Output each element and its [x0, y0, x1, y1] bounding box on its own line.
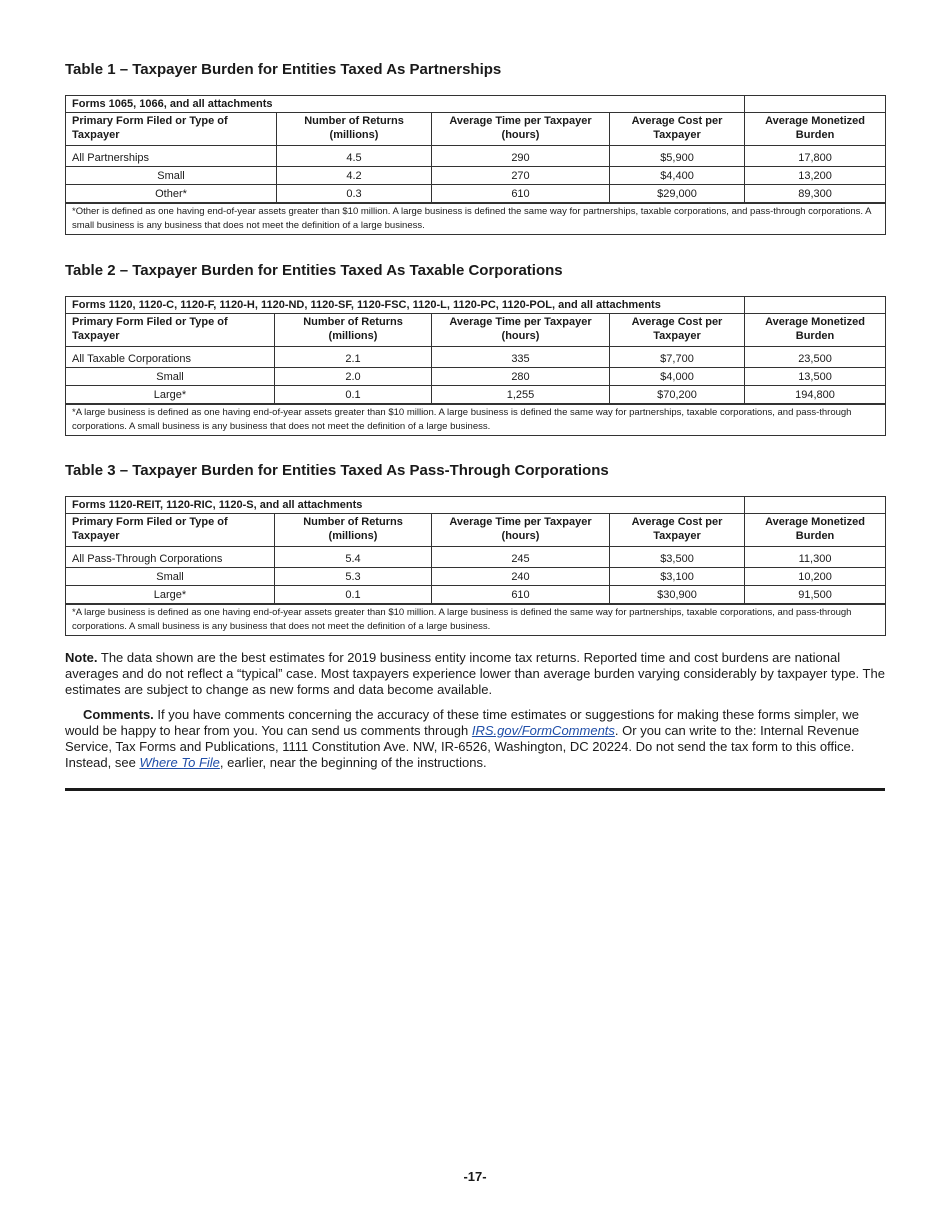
- table-1-header-type: Primary Form Filed or Type of Taxpayer: [66, 113, 277, 146]
- table-row: [66, 146, 886, 167]
- table-cell: Large*: [66, 586, 275, 605]
- section-divider: [65, 788, 885, 791]
- table-3-header-burden: Average Monetized Burden: [745, 514, 886, 547]
- table-cell: 194,800: [745, 386, 886, 405]
- table-1-header-burden: Average Monetized Burden: [745, 113, 886, 146]
- table-2-header-time: Average Time per Taxpayer (hours): [432, 314, 610, 347]
- table-3-title: Table 3 – Taxpayer Burden for Entities Taxed As Pass-Through Corporations: [65, 462, 609, 479]
- table-cell: $3,100: [610, 568, 745, 586]
- table-row: [66, 547, 886, 568]
- table-cell: 1,255: [432, 386, 610, 405]
- table-2-header-burden: Average Monetized Burden: [745, 314, 886, 347]
- table-cell: $29,000: [610, 185, 745, 204]
- comments-text-3: , earlier, near the beginning of the instructions.: [219, 755, 487, 770]
- note-text: The data shown are the best estimates for 2019 business entity income tax returns. Reported time and cost burdens are national averages and do not reflect a “typical” case. Most taxpayers experience lower than average burden varying considerably by taxpayer type. The estimates are subject to change as new forms and data become available.: [65, 650, 885, 697]
- table-cell: 0.3: [277, 185, 432, 204]
- table-1: [65, 95, 886, 235]
- comments-label: Comments.: [83, 707, 154, 722]
- table-2-footnote: *A large business is defined as one having end-of-year assets greater than $10 million. A large business is defined the same way for partnerships, taxable corporations, and pass-through corporations. A small business is any business that does not meet the definition of a large business.: [66, 404, 886, 436]
- table-cell: 2.0: [275, 368, 432, 386]
- table-cell: $5,900: [610, 146, 745, 167]
- table-cell: Small: [66, 368, 275, 386]
- table-row: [66, 368, 886, 386]
- table-cell: 13,500: [745, 368, 886, 386]
- table-2-forms-empty: [745, 297, 886, 314]
- table-cell: $7,700: [610, 347, 745, 368]
- table-row: [66, 347, 886, 368]
- table-cell: 11,300: [745, 547, 886, 568]
- comments-paragraph: [65, 707, 885, 771]
- table-cell: 2.1: [275, 347, 432, 368]
- table-3-forms: Forms 1120-REIT, 1120-RIC, 1120-S, and all attachments: [66, 497, 745, 514]
- note-paragraph: [65, 650, 885, 698]
- table-2: [65, 296, 886, 436]
- page-number: -17-: [463, 1169, 487, 1184]
- form-comments-link[interactable]: IRS.gov/FormComments: [471, 723, 615, 738]
- table-cell: 610: [432, 586, 610, 605]
- table-1-footnote: *Other is defined as one having end-of-year assets greater than $10 million. A large business is defined the same way for partnerships, taxable corporations, and pass-through corporations. A small business is any business that does not meet the definition of a large business.: [66, 203, 886, 235]
- table-3-header-cost: Average Cost per Taxpayer: [610, 514, 745, 547]
- note-label: Note.: [65, 650, 98, 665]
- table-cell: 89,300: [745, 185, 886, 204]
- table-cell: 280: [432, 368, 610, 386]
- table-cell: 245: [432, 547, 610, 568]
- table-3-header-returns: Number of Returns (millions): [275, 514, 432, 547]
- table-cell: 13,200: [745, 167, 886, 185]
- comments-text-2: . Or you can write to the: Internal Revenue Service, Tax Forms and Publications, 1111 Constitution Ave. NW, IR-6526, Washington, DC 20224. Do not send the tax form to this office. Instead, see: [65, 723, 860, 770]
- table-cell: 240: [432, 568, 610, 586]
- table-3-forms-empty: [745, 497, 886, 514]
- table-3-header-time: Average Time per Taxpayer (hours): [432, 514, 610, 547]
- table-cell: 610: [432, 185, 610, 204]
- table-cell: 4.5: [277, 146, 432, 167]
- table-cell: 0.1: [275, 386, 432, 405]
- table-1-header-returns: Number of Returns (millions): [277, 113, 432, 146]
- table-row: [66, 568, 886, 586]
- table-cell: 5.3: [275, 568, 432, 586]
- table-cell: 290: [432, 146, 610, 167]
- table-1-header-time: Average Time per Taxpayer (hours): [432, 113, 610, 146]
- table-cell: All Pass-Through Corporations: [66, 547, 275, 568]
- table-cell: 10,200: [745, 568, 886, 586]
- table-cell: Large*: [66, 386, 275, 405]
- table-cell: 5.4: [275, 547, 432, 568]
- table-cell: $30,900: [610, 586, 745, 605]
- table-cell: $3,500: [610, 547, 745, 568]
- table-cell: $4,000: [610, 368, 745, 386]
- table-2-header-type: Primary Form Filed or Type of Taxpayer: [66, 314, 275, 347]
- table-3: [65, 496, 886, 636]
- table-cell: 4.2: [277, 167, 432, 185]
- table-cell: 0.1: [275, 586, 432, 605]
- table-cell: $70,200: [610, 386, 745, 405]
- table-row: [66, 586, 886, 605]
- table-cell: 335: [432, 347, 610, 368]
- table-cell: All Taxable Corporations: [66, 347, 275, 368]
- table-cell: $4,400: [610, 167, 745, 185]
- table-2-forms: Forms 1120, 1120-C, 1120-F, 1120-H, 1120-ND, 1120-SF, 1120-FSC, 1120-L, 1120-PC, 1120-POL, and all attachments: [66, 297, 745, 314]
- table-row: [66, 386, 886, 405]
- table-1-forms-empty: [745, 96, 886, 113]
- table-cell: All Partnerships: [66, 146, 277, 167]
- table-cell: 23,500: [745, 347, 886, 368]
- table-3-footnote: *A large business is defined as one having end-of-year assets greater than $10 million. A large business is defined the same way for partnerships, taxable corporations, and pass-through corporations. A small business is any business that does not meet the definition of a large business.: [66, 604, 886, 636]
- table-row: [66, 167, 886, 185]
- table-2-header-cost: Average Cost per Taxpayer: [610, 314, 745, 347]
- table-cell: Small: [66, 167, 277, 185]
- table-2-header-returns: Number of Returns (millions): [275, 314, 432, 347]
- table-1-header-cost: Average Cost per Taxpayer: [610, 113, 745, 146]
- table-2-title: Table 2 – Taxpayer Burden for Entities Taxed As Taxable Corporations: [65, 262, 563, 279]
- where-to-file-link[interactable]: Where To File: [139, 755, 220, 770]
- table-cell: 17,800: [745, 146, 886, 167]
- table-row: [66, 185, 886, 204]
- table-3-header-type: Primary Form Filed or Type of Taxpayer: [66, 514, 275, 547]
- table-cell: 270: [432, 167, 610, 185]
- comments-text-1: If you have comments concerning the accuracy of these time estimates or suggestions for making these forms simpler, we would be happy to hear from you. You can send us comments through: [65, 707, 860, 738]
- table-cell: Other*: [66, 185, 277, 204]
- table-1-forms: Forms 1065, 1066, and all attachments: [66, 96, 745, 113]
- table-cell: Small: [66, 568, 275, 586]
- table-1-title: Table 1 – Taxpayer Burden for Entities Taxed As Partnerships: [65, 61, 502, 78]
- table-cell: 91,500: [745, 586, 886, 605]
